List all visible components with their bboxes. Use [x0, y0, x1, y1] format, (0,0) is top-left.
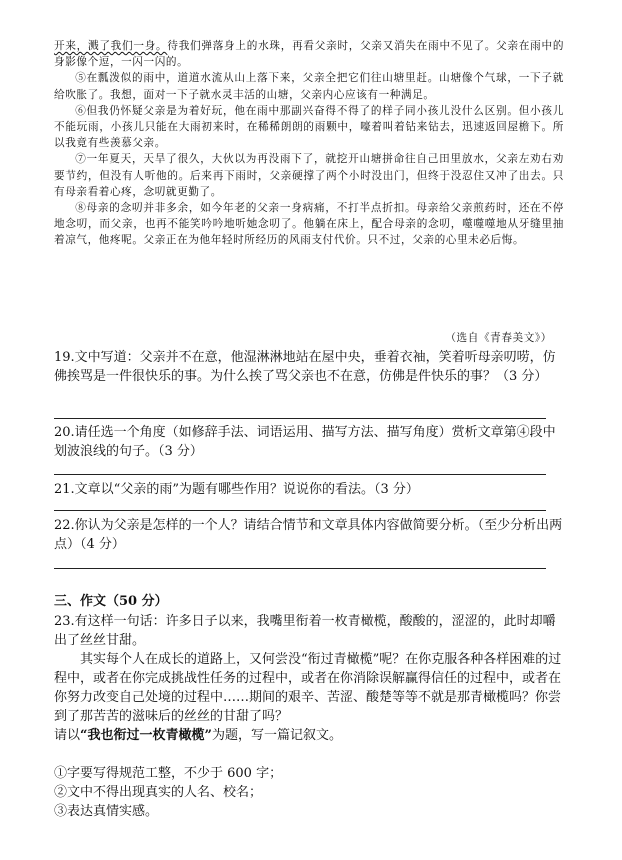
reading-passage: [54, 38, 564, 249]
q23-intro: 23.有这样一句话：许多日子以来，我嘴里衔着一枚青橄榄，酸酸的，涩涩的，此时却嚼出了丝丝甘甜。: [54, 614, 556, 648]
essay-title: “我也衔过一枚青橄榄”: [80, 728, 212, 743]
requirement-3: ③表达真情实感。: [54, 804, 159, 819]
question-22: 22.你认为父亲是怎样的一个人？请结合情节和文章具体内容做简要分析。（至少分析出两点）（4 分）: [54, 518, 563, 552]
requirements-list: [54, 764, 566, 821]
passage-paragraph-opening: 开来，溅了我们一身。待我们弹落身上的水珠，再看父亲时，父亲又消失在雨中不见了。父亲在雨中的身影像个逗，一闪一闪的。: [54, 40, 565, 69]
passage-source: （选自《青春美文》）: [445, 332, 552, 344]
q23-prompt: 请以“我也衔过一枚青橄榄”为题，写一篇记叙文。: [54, 728, 342, 743]
wavy-underlined-sentence: 开来，溅了我们一身。: [54, 40, 168, 52]
q23-paragraph: 其实每个人在成长的道路上，又何尝没“衔过青橄榄”呢？在你克服各种各样困难的过程中，或者在你完成挑战性任务的过程中，或者在你消除误解赢得信任的过程中，或者在你努力改变自己处境的过程中……期间的艰辛、苦涩、酸楚等等不就是那青橄榄吗？你尝到了那苦苦的滋味后的丝丝的甘甜了吗？: [54, 652, 562, 724]
passage-paragraph-7: ⑦一年夏天，天旱了很久，大伙以为再没雨下了，就挖开山塘拼命往自己田里放水，父亲左劝右劝要节约，但没有人听他的。后来再下雨时，父亲硬撑了两个小时没出门，但终于没忍住又冲了出去。只有母亲看着心疼，念叨就更勤了。: [54, 153, 564, 198]
answer-line-21[interactable]: [54, 510, 546, 511]
composition-heading: 三、作文（50 分）: [54, 594, 168, 609]
question-19: 19.文中写道：父亲并不在意，他湿淋淋地站在屋中央，垂着衣袖，笑着听母亲叨唠，仿佛挨骂是一件很快乐的事。为什么挨了骂父亲也不在意，仿佛是件快乐的事？（3 分）: [54, 350, 556, 384]
answer-line-20[interactable]: [54, 474, 546, 475]
passage-paragraph-6: ⑥但我仍怀疑父亲是为着好玩，他在雨中那副兴奋得不得了的样子同小孩儿没什么区别。但小孩儿不能玩雨，小孩儿只能在大雨初来时，在稀稀朗朗的雨颗中，嚎着叫着钻来钻去，迅速返回屋檐下。所以我竟有些羡慕父亲。: [54, 104, 564, 150]
passage-paragraph-5: ⑤在瓢泼似的雨中，道道水流从山上落下来，父亲全把它们往山塘里赶。山塘像个气球，一下子就给吹胀了。我想，面对一下子就水灵丰活的山塘，父亲内心应该有一种满足。: [54, 72, 564, 101]
answer-line-22[interactable]: [54, 568, 546, 569]
composition-question: [54, 612, 566, 745]
question-21: 21.文章以“父亲的雨”为题有哪些作用？说说你的看法。（3 分）: [54, 482, 419, 497]
question-20: 20.请任选一个角度（如修辞手法、词语运用、描写方法、描写角度）赏析文章第④段中划波浪线的句子。（3 分）: [54, 425, 556, 459]
passage-paragraph-8: ⑧母亲的念叨并非多余，如今年老的父亲一身病痛，不打半点折扣。母亲给父亲煎药时，还在不停地念叨，而父亲，也再不能笑吟吟地听她念叨了。他躺在床上，配合母亲的念叨，噬噬噬地从牙缝里抽着凉气，他疼呢。父亲正在为他年轻时所经历的风雨支付代价。只不过，父亲的心里未必后悔。: [54, 202, 564, 247]
requirement-2: ②文中不得出现真实的人名、校名；: [54, 785, 263, 800]
answer-line-19[interactable]: [54, 418, 546, 419]
requirement-1: ①字要写得规范工整，不少于 600 字；: [54, 766, 283, 781]
